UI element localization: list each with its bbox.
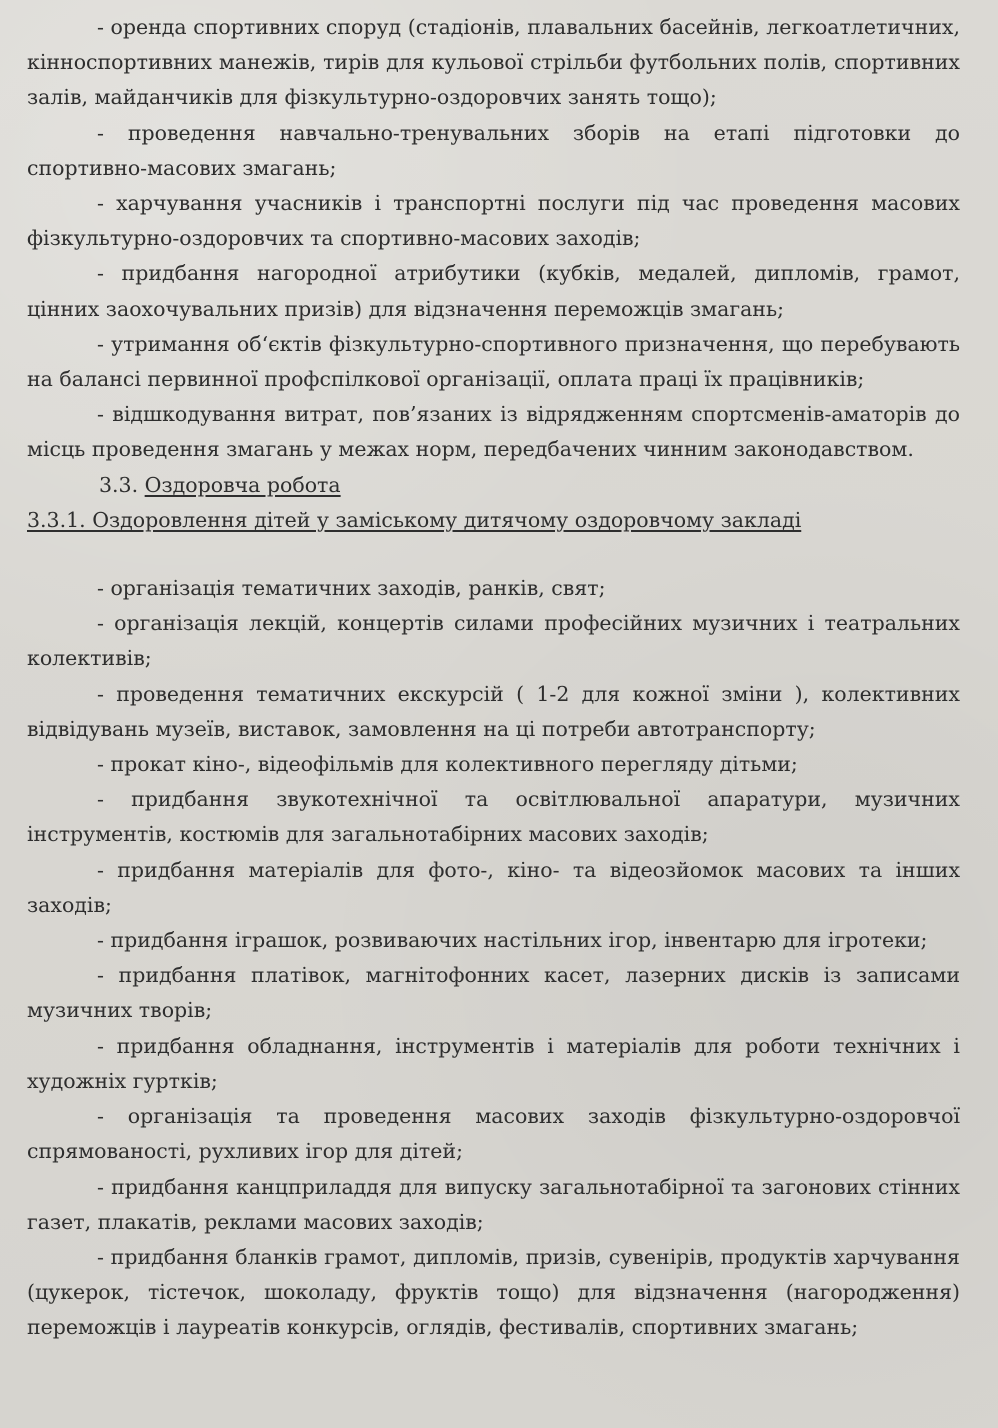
list-item: - оренда спортивних споруд (стадіонів, плавальних басейнів, легкоатлетичних, кінноспортивних манежів, тирів для кульової стрільби футбольних полів, спортивних залів, майданчиків для фізкультурно-оздоровчих занять тощо); [27, 15, 960, 110]
list-item: - організація лекцій, концертів силами професійних музичних і театральних колективів; [27, 611, 960, 671]
list-item: - проведення навчально-тренувальних зборів на етапі підготовки до спортивно-масових змагань; [27, 120, 960, 180]
list-item: - відшкодування витрат, пов’язаних із відрядженням спортсменів-аматорів до місць проведення змагань у межах норм, передбачених чинним законодавством. [27, 402, 960, 462]
subsection-heading [27, 503, 960, 538]
health-items-list [27, 571, 960, 1345]
list-item: - організація тематичних заходів, ранків, свят; [97, 576, 606, 601]
list-item: - придбання бланків грамот, дипломів, призів, сувенірів, продуктів харчування (цукерок, тістечок, шоколаду, фруктів тощо) для відзначення (нагородження) переможців і лауреатів конкурсів, оглядів, фестивалів, спортивних змагань; [27, 1244, 960, 1340]
section-number: 3.3. [99, 472, 139, 497]
list-item: - прокат кіно-, відеофільмів для колективного перегляду дітьми; [97, 752, 798, 777]
intro-list [27, 10, 960, 468]
section-heading [27, 468, 960, 503]
list-item: - утримання об‘єктів фізкультурно-спортивного призначення, що перебувають на балансі первинної профспілкової організації, оплата праці їх працівників; [27, 331, 960, 392]
list-item: - харчування учасників і транспортні послуги під час проведення масових фізкультурно-оздоровчих та спортивно-масових заходів; [27, 191, 960, 251]
section-title: Оздоровча робота [144, 472, 341, 497]
list-item: - придбання канцприладдя для випуску загальнотабірної та загонових стінних газет, плакатів, реклами масових заходів; [27, 1174, 960, 1234]
subsection-title: 3.3.1. Оздоровлення дітей у заміському дитячому оздоровчому закладі [27, 507, 802, 532]
list-item: - придбання обладнання, інструментів і матеріалів для роботи технічних і художніх гуртків; [27, 1033, 960, 1093]
list-item: - придбання іграшок, розвиваючих настільних ігор, інвентарю для ігротеки; [97, 928, 928, 953]
list-item: - придбання матеріалів для фото-, кіно- та відеозйомок масових та інших заходів; [27, 857, 960, 917]
list-item: - придбання нагородної атрибутики (кубків, медалей, дипломів, грамот, цінних заохочувальних призів) для відзначення переможців змагань; [27, 261, 960, 321]
list-item: - організація та проведення масових заходів фізкультурно-оздоровчої спрямованості, рухливих ігор для дітей; [27, 1104, 960, 1164]
list-item: - придбання звукотехнічної та освітлювальної апаратури, музичних інструментів, костюмів для загальнотабірних масових заходів; [27, 787, 960, 847]
list-item: - придбання платівок, магнітофонних касет, лазерних дисків із записами музичних творів; [27, 963, 960, 1023]
spacer [27, 538, 960, 571]
list-item: - проведення тематичних екскурсій ( 1-2 для кожної зміни ), колективних відвідувань музеїв, виставок, замовлення на ці потреби автотранспорту; [27, 681, 960, 741]
